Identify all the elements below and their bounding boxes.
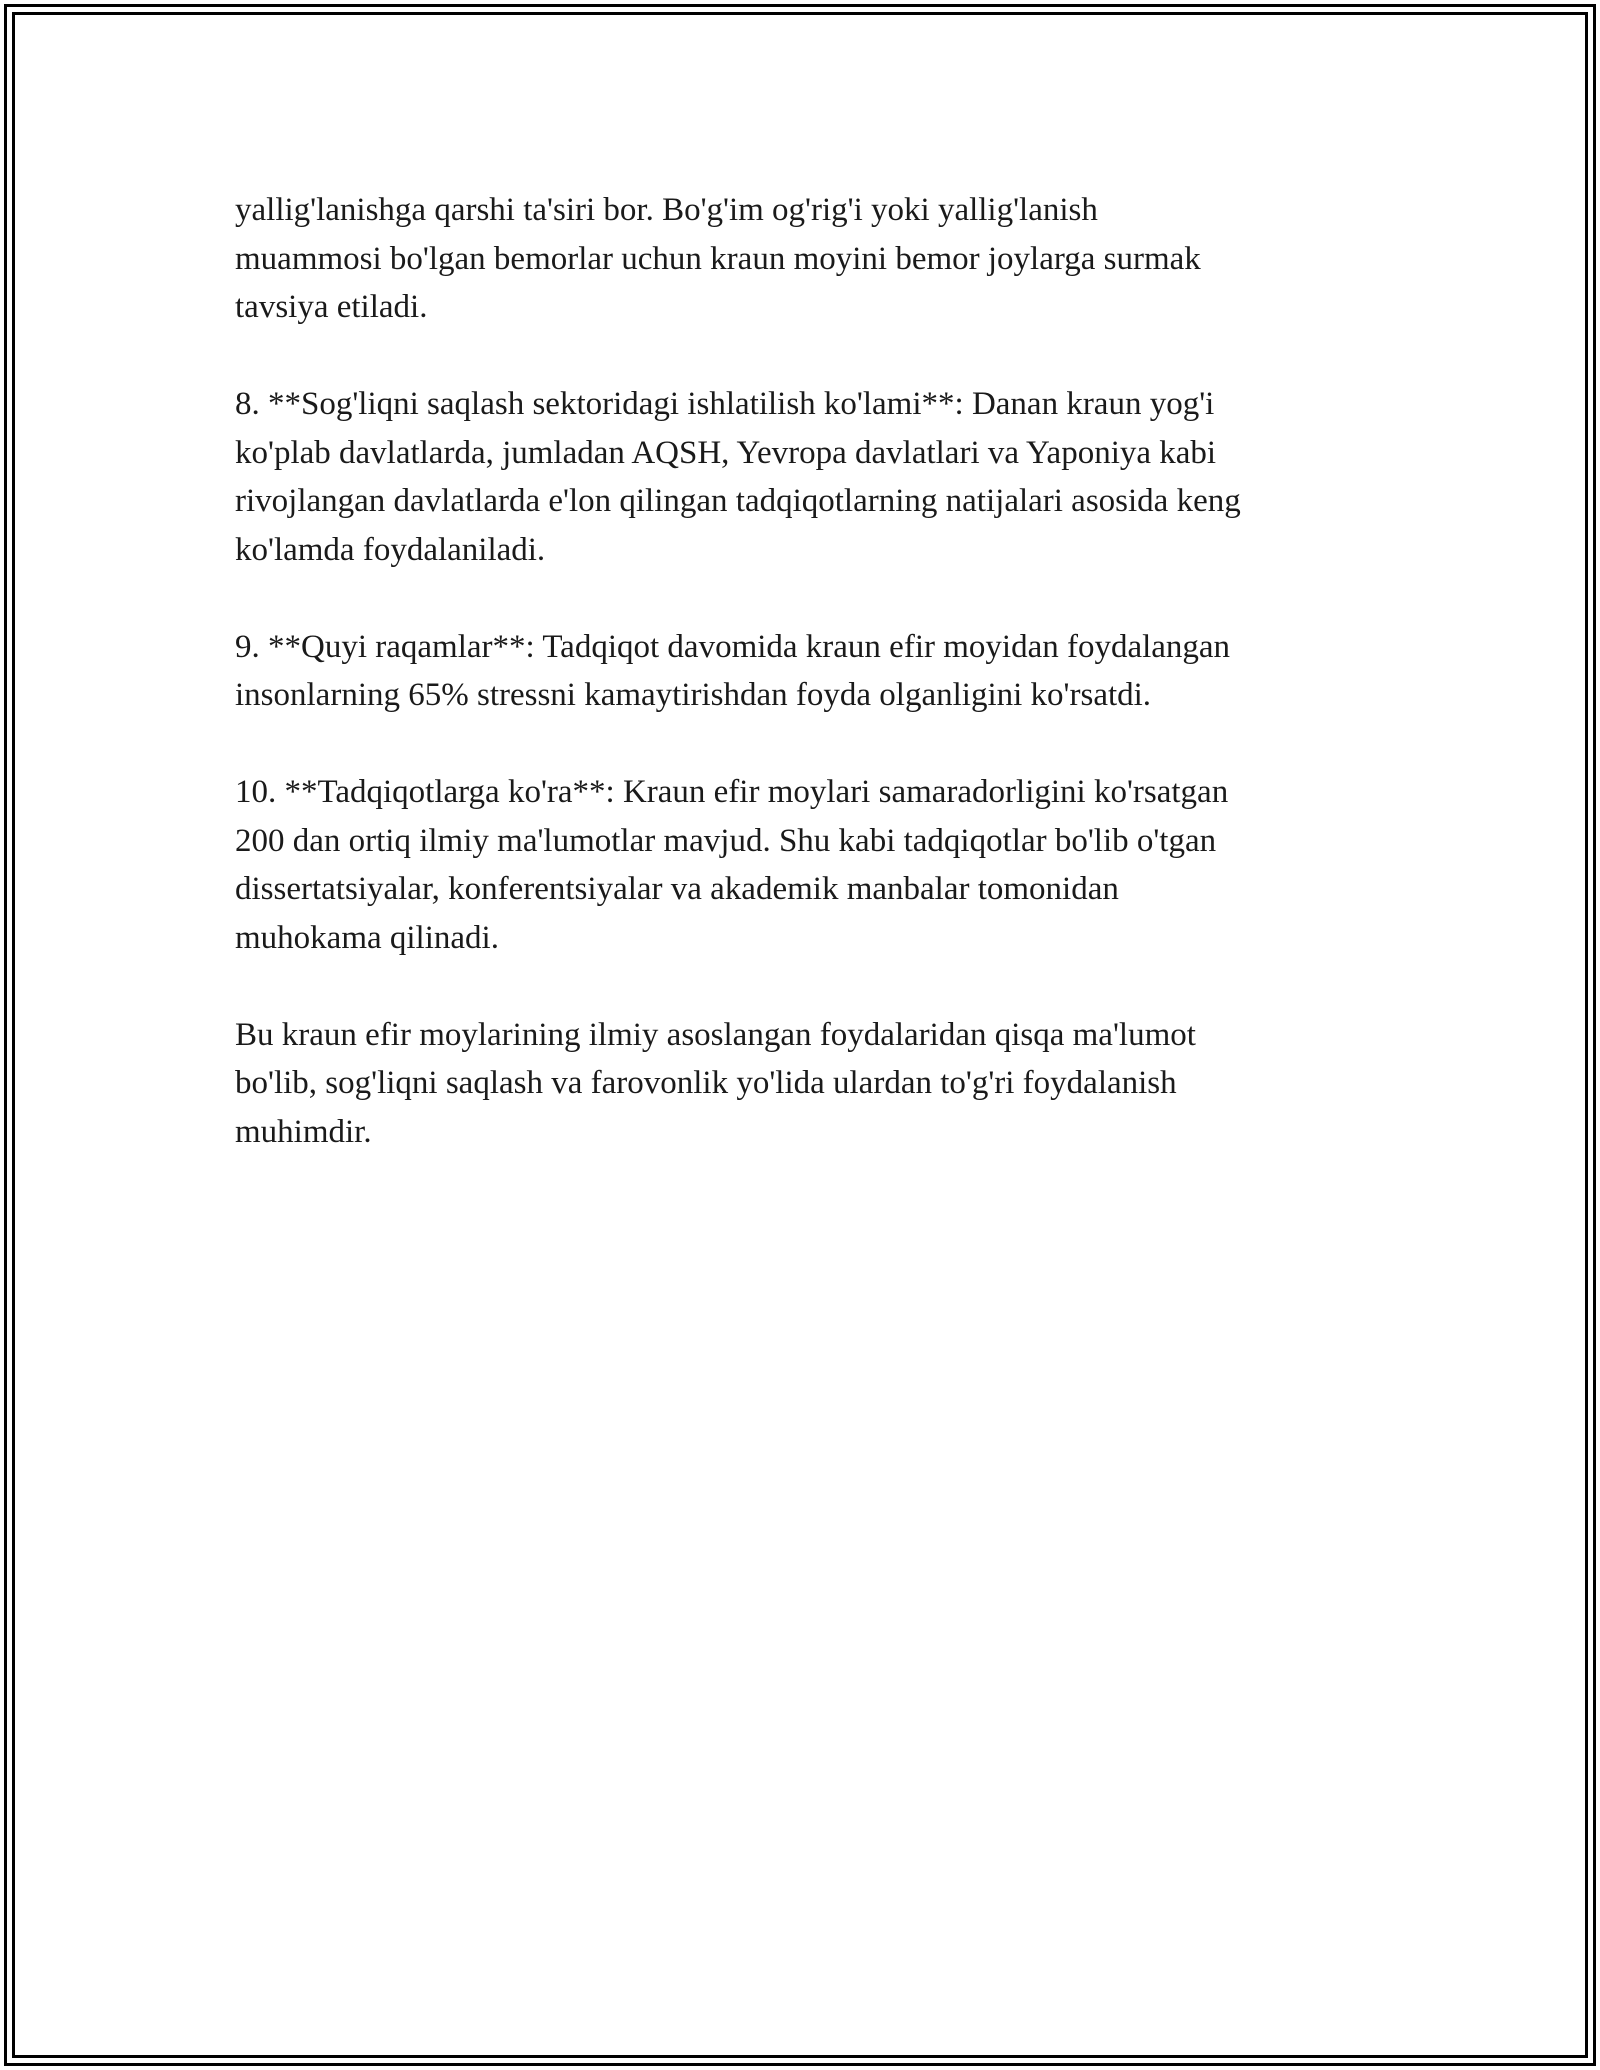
paragraph-item-9: 9. **Quyi raqamlar**: Tadqiqot davomida kraun efir moyidan foydalangan insonlarning 65% stressni kamaytirishdan foyda olganligini ko'rsatdi. — [235, 628, 1231, 713]
paragraph-conclusion: Bu kraun efir moylarining ilmiy asoslangan foydalaridan qisqa ma'lumot bo'lib, sog'liqni saqlash va farovonlik yo'lida ulardan to'g'ri foydalanish muhimdir. — [235, 1016, 1196, 1150]
paragraph-item-10: 10. **Tadqiqotlarga ko'ra**: Kraun efir moylari samaradorligini ko'rsatgan 200 dan ortiq ilmiy ma'lumotlar mavjud. Shu kabi tadqiqotlar bo'lib o'tgan dissertatsiyalar, konferentsiyalar va akademik manbalar tomonidan muhokama qilinadi. — [235, 774, 1229, 956]
paragraph-inflammation: yallig'lanishga qarshi ta'siri bor. Bo'g'im og'rig'i yoki yallig'lanish muammosi bo'lgan bemorlar uchun kraun moyini bemor joylarga surmak tavsiya etiladi. — [235, 192, 1201, 325]
document-body — [235, 186, 1365, 1205]
paragraph-item-8: 8. **Sog'liqni saqlash sektoridagi ishlatilish ko'lami**: Danan kraun yog'i ko'plab davlatlarda, jumladan AQSH, Yevropa davlatlari va Yaponiya kabi rivojlangan davlatlarda e'lon qilingan tadqiqotlarning natijalari asosida keng ko'lamda foydalaniladi. — [235, 386, 1241, 568]
